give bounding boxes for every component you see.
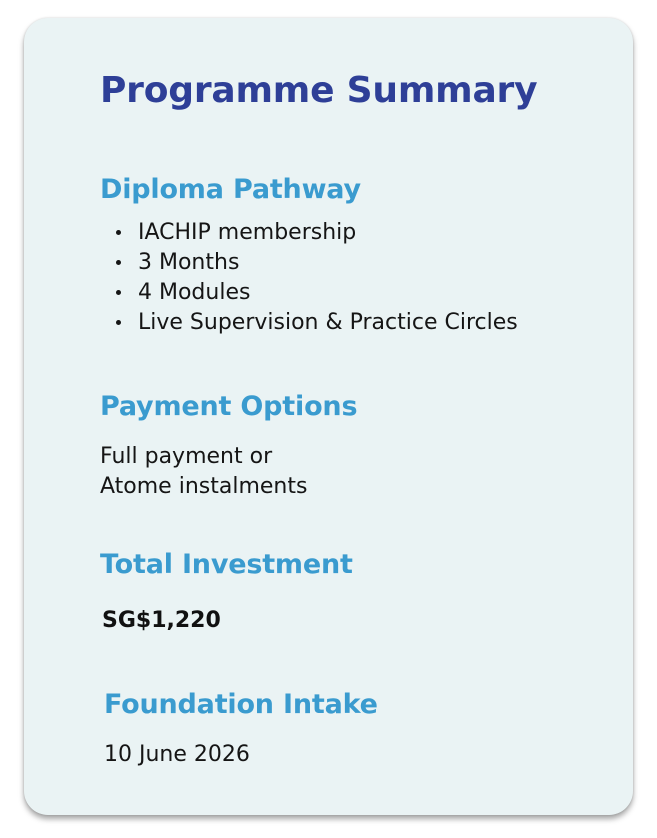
list-item-label: 3 Months xyxy=(138,250,240,275)
bullet-dot-icon xyxy=(116,260,121,265)
total-investment-amount: SG$1,220 xyxy=(102,608,221,633)
payment-line-2: Atome instalments xyxy=(100,474,308,499)
list-item xyxy=(110,248,518,278)
list-item-label: 4 Modules xyxy=(138,280,251,305)
total-investment-heading: Total Investment xyxy=(100,549,353,580)
programme-summary-card xyxy=(24,18,633,815)
list-item-label: IACHIP membership xyxy=(138,220,357,245)
list-item xyxy=(110,308,518,338)
diploma-features-list xyxy=(110,218,518,338)
list-item xyxy=(110,218,518,248)
diploma-pathway-heading: Diploma Pathway xyxy=(100,174,361,205)
foundation-intake-date: 10 June 2026 xyxy=(104,742,250,767)
card-title: Programme Summary xyxy=(100,70,538,111)
foundation-intake-heading: Foundation Intake xyxy=(104,689,378,720)
payment-line-1: Full payment or xyxy=(100,444,273,469)
bullet-dot-icon xyxy=(116,230,121,235)
payment-options-heading: Payment Options xyxy=(100,391,358,422)
bullet-dot-icon xyxy=(116,290,121,295)
bullet-dot-icon xyxy=(116,320,121,325)
list-item-label: Live Supervision & Practice Circles xyxy=(138,310,518,335)
list-item xyxy=(110,278,518,308)
